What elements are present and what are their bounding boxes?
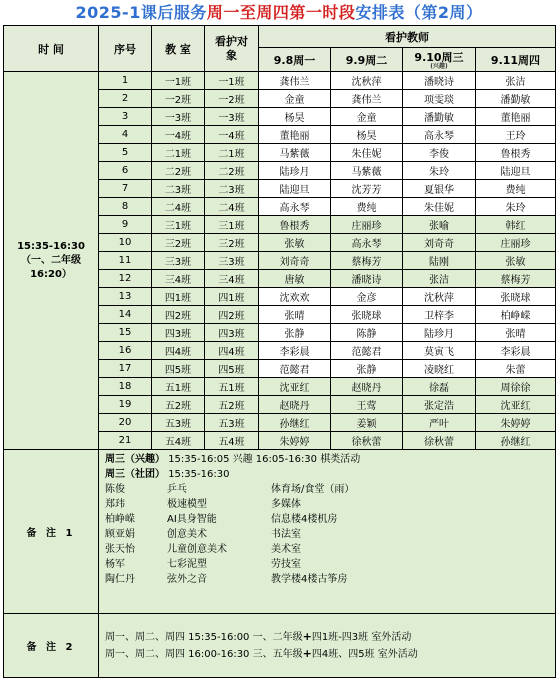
note1-wed-interest	[105, 452, 549, 467]
teacher-thu-cell: 张敏	[476, 252, 556, 270]
teacher-mon-cell: 张静	[259, 324, 331, 342]
target-cell: 三2班	[205, 234, 259, 252]
target-cell: 五1班	[205, 378, 259, 396]
header-time: 时 间	[4, 26, 99, 72]
target-cell: 二1班	[205, 144, 259, 162]
club-place: 体育场/食堂（雨）	[271, 484, 355, 495]
teacher-tue-cell: 金彦	[331, 288, 403, 306]
seq-cell: 1	[99, 72, 152, 90]
teacher-thu-cell: 鲁根秀	[476, 144, 556, 162]
teacher-wed-cell: 朱佳妮	[403, 198, 476, 216]
club-activity-row	[105, 542, 549, 557]
teacher-thu-cell: 张洁	[476, 72, 556, 90]
club-name: 创意美术	[167, 529, 207, 540]
seq-cell: 13	[99, 288, 152, 306]
teacher-mon-cell: 金童	[259, 90, 331, 108]
target-cell: 一1班	[205, 72, 259, 90]
title-part-2: 周一至周四第一时段	[206, 3, 356, 22]
teacher-thu-cell: 费纯	[476, 180, 556, 198]
club-activity-list	[105, 482, 549, 587]
classroom-cell: 五2班	[152, 396, 205, 414]
classroom-cell: 四3班	[152, 324, 205, 342]
teacher-mon-cell: 朱婷婷	[259, 432, 331, 450]
classroom-cell: 一3班	[152, 108, 205, 126]
teacher-tue-cell: 张晓球	[331, 306, 403, 324]
teacher-tue-cell: 金童	[331, 108, 403, 126]
teacher-mon-cell: 马紫薇	[259, 144, 331, 162]
teacher-thu-cell: 庄丽珍	[476, 234, 556, 252]
teacher-mon-cell: 张晴	[259, 306, 331, 324]
teacher-wed-cell: 沈秋萍	[403, 288, 476, 306]
club-place: 信息楼4楼机房	[271, 514, 338, 525]
club-name: AI具身智能	[167, 514, 217, 525]
seq-cell: 16	[99, 342, 152, 360]
seq-cell: 11	[99, 252, 152, 270]
teacher-thu-cell: 朱蕾	[476, 360, 556, 378]
teacher-wed-cell: 朱玲	[403, 162, 476, 180]
classroom-cell: 三2班	[152, 234, 205, 252]
teacher-thu-cell: 董艳丽	[476, 108, 556, 126]
teacher-tue-cell: 高永琴	[331, 234, 403, 252]
teacher-mon-cell: 范懿君	[259, 360, 331, 378]
club-teacher: 张天怡	[105, 544, 135, 555]
seq-cell: 3	[99, 108, 152, 126]
teacher-wed-cell: 张洁	[403, 270, 476, 288]
note1-wed-club-label: 周三（社团）	[105, 469, 165, 480]
teacher-wed-cell: 潘勤敏	[403, 108, 476, 126]
note1-wed-interest-label: 周三（兴趣）	[105, 454, 165, 465]
teacher-thu-cell: 潘勤敏	[476, 90, 556, 108]
teacher-wed-cell: 高永琴	[403, 126, 476, 144]
club-activity-row	[105, 527, 549, 542]
header-day-mon: 9.8周一	[259, 48, 331, 72]
classroom-cell: 三4班	[152, 270, 205, 288]
club-name: 弦外之音	[167, 574, 207, 585]
classroom-cell: 四2班	[152, 306, 205, 324]
page-title	[0, 2, 558, 24]
club-activity-row	[105, 512, 549, 527]
teacher-mon-cell: 沈欢欢	[259, 288, 331, 306]
club-place: 多媒体	[271, 499, 301, 510]
club-teacher: 陶仁丹	[105, 574, 135, 585]
teacher-mon-cell: 陆珍月	[259, 162, 331, 180]
seq-cell: 12	[99, 270, 152, 288]
target-cell: 二4班	[205, 198, 259, 216]
club-teacher: 杨军	[105, 559, 125, 570]
header-target: 看护对象	[205, 26, 259, 72]
header-day-tue: 9.9周二	[331, 48, 403, 72]
teacher-thu-cell: 朱玲	[476, 198, 556, 216]
teacher-mon-cell: 高永琴	[259, 198, 331, 216]
target-cell: 四4班	[205, 342, 259, 360]
classroom-cell: 四4班	[152, 342, 205, 360]
teacher-mon-cell: 李彩晨	[259, 342, 331, 360]
teacher-wed-cell: 项雯琰	[403, 90, 476, 108]
seq-cell: 20	[99, 414, 152, 432]
teacher-wed-cell: 李俊	[403, 144, 476, 162]
teacher-thu-cell: 朱婷婷	[476, 414, 556, 432]
note2-line-2: 周一、周二、周四 16:00-16:30 三、五年级+四4班、四5班 室外活动	[105, 646, 418, 660]
teacher-wed-cell: 潘晓诗	[403, 72, 476, 90]
classroom-cell: 一2班	[152, 90, 205, 108]
teacher-thu-cell: 孙继红	[476, 432, 556, 450]
title-part-3: 安排表（第2周）	[355, 3, 483, 22]
teacher-tue-cell: 沈秋萍	[331, 72, 403, 90]
teacher-mon-cell: 赵晓丹	[259, 396, 331, 414]
teacher-mon-cell: 张敏	[259, 234, 331, 252]
club-name: 乒乓	[167, 484, 187, 495]
teacher-thu-cell: 蔡梅芳	[476, 270, 556, 288]
teacher-thu-cell: 沈亚红	[476, 396, 556, 414]
classroom-cell: 五3班	[152, 414, 205, 432]
target-cell: 二2班	[205, 162, 259, 180]
teacher-wed-cell: 张喻	[403, 216, 476, 234]
note2-body	[99, 614, 556, 678]
teacher-tue-cell: 费纯	[331, 198, 403, 216]
classroom-cell: 一1班	[152, 72, 205, 90]
teacher-wed-cell: 莫寅飞	[403, 342, 476, 360]
note1-wed-club-text: 15:35-16:30	[168, 469, 230, 480]
teacher-tue-cell: 龚伟兰	[331, 90, 403, 108]
teacher-tue-cell: 陈静	[331, 324, 403, 342]
teacher-tue-cell: 赵晓丹	[331, 378, 403, 396]
teacher-mon-cell: 龚伟兰	[259, 72, 331, 90]
teacher-tue-cell: 潘晓诗	[331, 270, 403, 288]
note2-label: 备 注 2	[4, 614, 99, 678]
title-part-1: 2025-1课后服务	[75, 3, 207, 22]
teacher-tue-cell: 王莺	[331, 396, 403, 414]
teacher-wed-cell: 徐磊	[403, 378, 476, 396]
classroom-cell: 二4班	[152, 198, 205, 216]
note1-wed-interest-text: 15:35-16:05 兴趣 16:05-16:30 棋类活动	[168, 454, 361, 465]
teacher-mon-cell: 鲁根秀	[259, 216, 331, 234]
seq-cell: 10	[99, 234, 152, 252]
schedule-table	[3, 25, 556, 678]
club-teacher: 柏峥嵘	[105, 514, 135, 525]
classroom-cell: 二3班	[152, 180, 205, 198]
table-row	[4, 72, 556, 90]
header-day-thu: 9.11周四	[476, 48, 556, 72]
target-cell: 五2班	[205, 396, 259, 414]
teacher-tue-cell: 沈芳芳	[331, 180, 403, 198]
teacher-thu-cell: 柏峥嵘	[476, 306, 556, 324]
teacher-mon-cell: 唐敏	[259, 270, 331, 288]
classroom-cell: 四1班	[152, 288, 205, 306]
club-teacher: 郑玮	[105, 499, 125, 510]
target-cell: 四2班	[205, 306, 259, 324]
seq-cell: 14	[99, 306, 152, 324]
club-name: 儿童创意美术	[167, 544, 227, 555]
time-slot-time: 15:35-16:30	[17, 240, 85, 252]
club-name: 极速模型	[167, 499, 207, 510]
seq-cell: 5	[99, 144, 152, 162]
classroom-cell: 四5班	[152, 360, 205, 378]
seq-cell: 8	[99, 198, 152, 216]
classroom-cell: 三1班	[152, 216, 205, 234]
target-cell: 四1班	[205, 288, 259, 306]
classroom-cell: 五4班	[152, 432, 205, 450]
club-place: 书法室	[271, 529, 301, 540]
seq-cell: 17	[99, 360, 152, 378]
teacher-mon-cell: 沈亚红	[259, 378, 331, 396]
target-cell: 三1班	[205, 216, 259, 234]
club-activity-row	[105, 482, 549, 497]
time-slot-end: 16:20）	[30, 268, 72, 280]
club-teacher: 陈俊	[105, 484, 125, 495]
note1-wed-club	[105, 467, 549, 482]
club-place: 教学楼4楼古筝房	[271, 574, 348, 585]
club-name: 七彩泥塑	[167, 559, 207, 570]
teacher-tue-cell: 庄丽珍	[331, 216, 403, 234]
teacher-tue-cell: 杨昊	[331, 126, 403, 144]
seq-cell: 2	[99, 90, 152, 108]
teacher-tue-cell: 范懿君	[331, 342, 403, 360]
teacher-mon-cell: 董艳丽	[259, 126, 331, 144]
teacher-tue-cell: 朱佳妮	[331, 144, 403, 162]
teacher-thu-cell: 韩红	[476, 216, 556, 234]
teacher-thu-cell: 王玲	[476, 126, 556, 144]
seq-cell: 15	[99, 324, 152, 342]
teacher-wed-cell: 凌晓红	[403, 360, 476, 378]
seq-cell: 21	[99, 432, 152, 450]
teacher-mon-cell: 刘奇奇	[259, 252, 331, 270]
header-classroom: 教 室	[152, 26, 205, 72]
teacher-tue-cell: 马紫薇	[331, 162, 403, 180]
target-cell: 三3班	[205, 252, 259, 270]
time-slot-grades: （一、二年级	[21, 254, 81, 266]
time-slot-cell	[4, 72, 99, 450]
teacher-thu-cell: 李彩晨	[476, 342, 556, 360]
target-cell: 四3班	[205, 324, 259, 342]
teacher-thu-cell: 张晴	[476, 324, 556, 342]
seq-cell: 6	[99, 162, 152, 180]
teacher-tue-cell: 姜颖	[331, 414, 403, 432]
target-cell: 五4班	[205, 432, 259, 450]
note2-line-1: 周一、周二、周四 15:35-16:00 一、二年级+四1班-四3班 室外活动	[105, 629, 412, 643]
note1-body	[99, 450, 556, 614]
teacher-wed-cell: 徐秋蕾	[403, 432, 476, 450]
club-activity-row	[105, 557, 549, 572]
club-activity-row	[105, 497, 549, 512]
classroom-cell: 一4班	[152, 126, 205, 144]
teacher-wed-cell: 卫梓李	[403, 306, 476, 324]
club-activity-row	[105, 572, 549, 587]
teacher-tue-cell: 徐秋蕾	[331, 432, 403, 450]
teacher-mon-cell: 陆迎旦	[259, 180, 331, 198]
seq-cell: 4	[99, 126, 152, 144]
teacher-wed-cell: 陆珍月	[403, 324, 476, 342]
teacher-mon-cell: 孙继红	[259, 414, 331, 432]
seq-cell: 19	[99, 396, 152, 414]
classroom-cell: 三3班	[152, 252, 205, 270]
classroom-cell: 二2班	[152, 162, 205, 180]
teacher-wed-cell: 夏银华	[403, 180, 476, 198]
header-day-wed: 9.10周三 (兴趣)	[403, 48, 476, 72]
club-place: 美术室	[271, 544, 301, 555]
classroom-cell: 五1班	[152, 378, 205, 396]
target-cell: 四5班	[205, 360, 259, 378]
club-teacher: 顾亚娟	[105, 529, 135, 540]
target-cell: 二3班	[205, 180, 259, 198]
seq-cell: 18	[99, 378, 152, 396]
teacher-tue-cell: 张静	[331, 360, 403, 378]
club-place: 劳技室	[271, 559, 301, 570]
teacher-tue-cell: 蔡梅芳	[331, 252, 403, 270]
target-cell: 三4班	[205, 270, 259, 288]
header-teachers: 看护教师	[259, 26, 556, 48]
teacher-wed-cell: 张定浩	[403, 396, 476, 414]
seq-cell: 9	[99, 216, 152, 234]
classroom-cell: 二1班	[152, 144, 205, 162]
header-seq: 序号	[99, 26, 152, 72]
teacher-thu-cell: 张晓球	[476, 288, 556, 306]
target-cell: 五3班	[205, 414, 259, 432]
note1-label: 备 注 1	[4, 450, 99, 614]
teacher-wed-cell: 陆刚	[403, 252, 476, 270]
seq-cell: 7	[99, 180, 152, 198]
teacher-thu-cell: 周徐徐	[476, 378, 556, 396]
teacher-wed-cell: 严叶	[403, 414, 476, 432]
target-cell: 一3班	[205, 108, 259, 126]
teacher-wed-cell: 刘奇奇	[403, 234, 476, 252]
teacher-thu-cell: 陆迎旦	[476, 162, 556, 180]
teacher-mon-cell: 杨昊	[259, 108, 331, 126]
target-cell: 一4班	[205, 126, 259, 144]
target-cell: 一2班	[205, 90, 259, 108]
